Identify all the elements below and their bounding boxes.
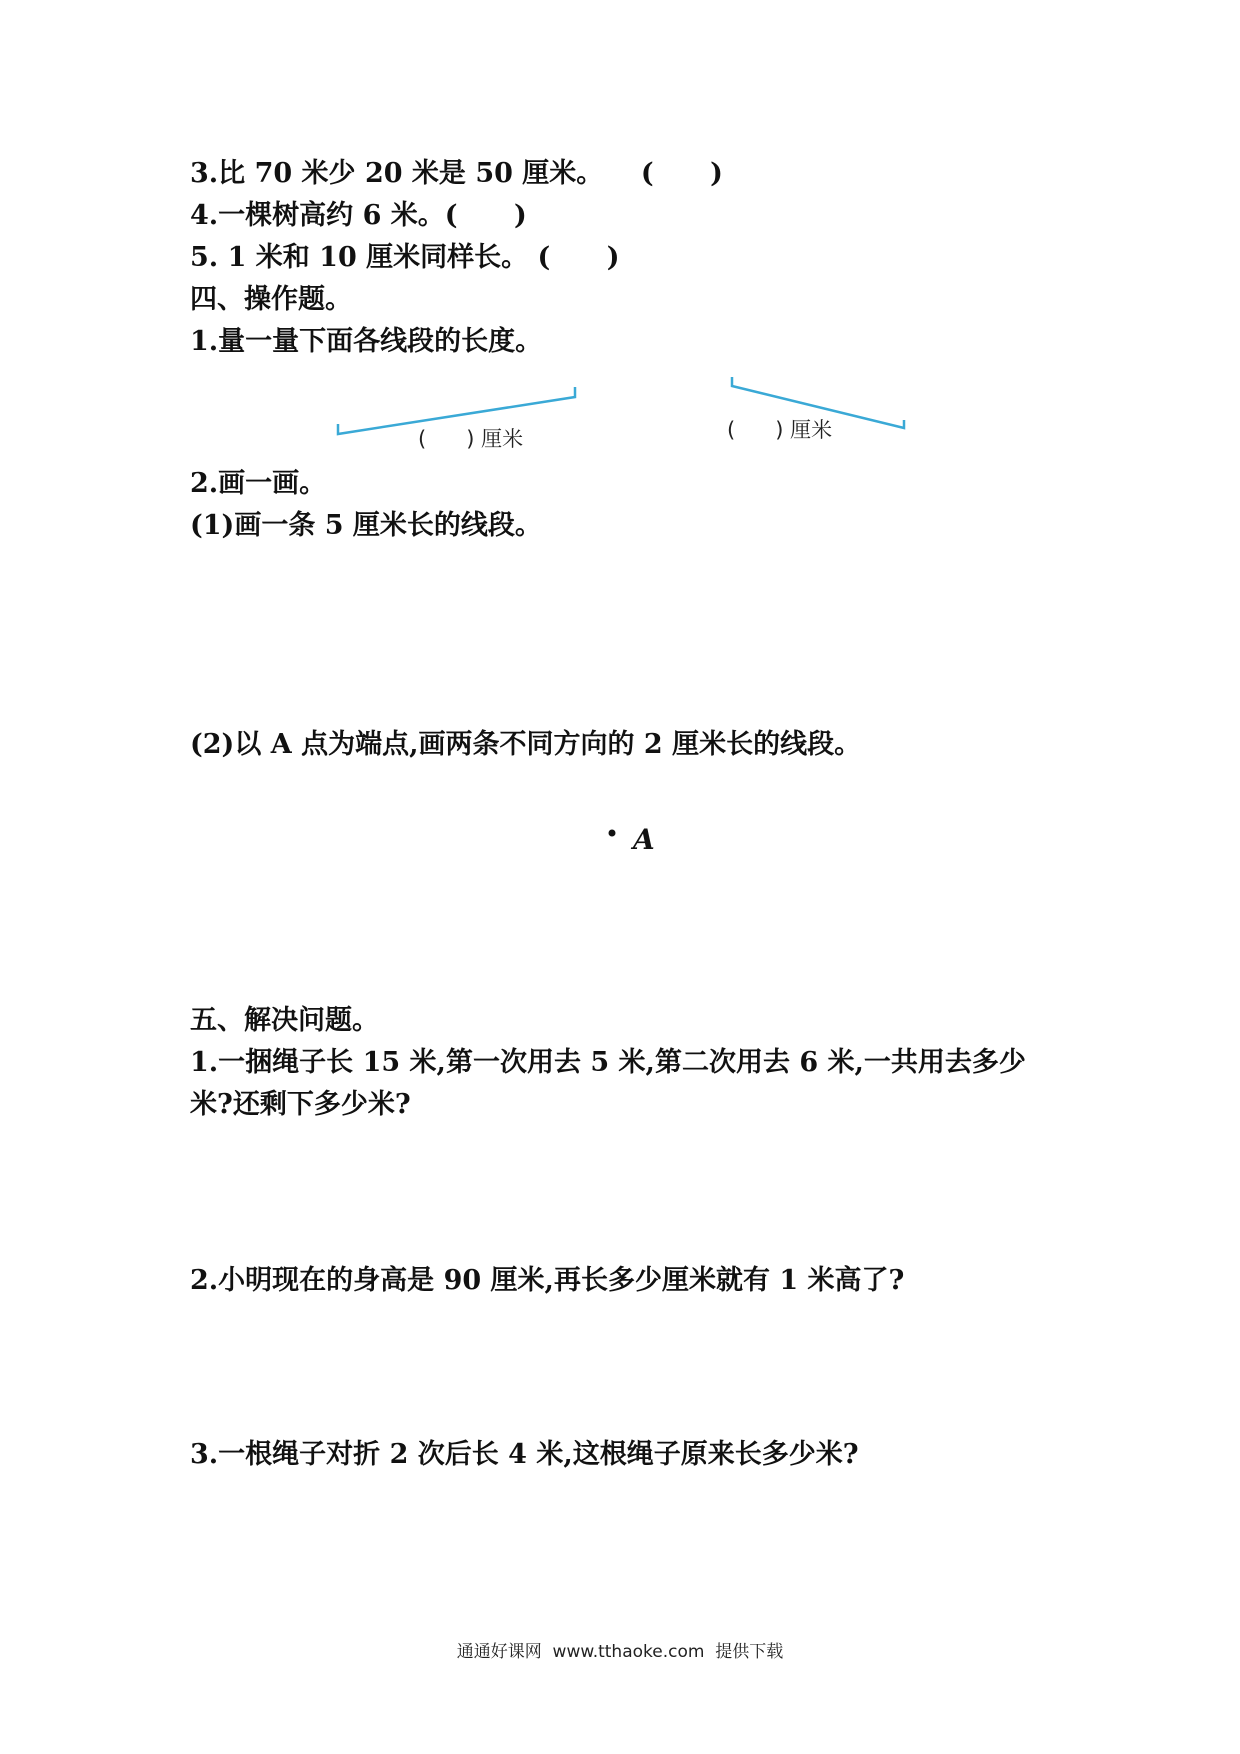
question-5-3: 3.一根绳子对折 2 次后长 4 米,这根绳子原来长多少米? — [190, 1439, 859, 1470]
question-4-2: 2.画一画。 — [190, 468, 327, 499]
section-5-title: 五、解决问题。 — [190, 1005, 379, 1036]
question-4-1: 1.量一量下面各线段的长度。 — [190, 326, 543, 357]
question-3-3: 3.比 70 米少 20 米是 50 厘米。 ( ) — [190, 158, 723, 189]
question-5-1-line-2: 米?还剩下多少米? — [190, 1089, 411, 1120]
segment-right-answer-blank: ( ) 厘米 — [727, 418, 833, 442]
question-3-4: 4.一棵树高约 6 米。( ) — [190, 200, 527, 231]
question-3-5: 5. 1 米和 10 厘米同样长。 ( ) — [190, 242, 620, 273]
question-5-2: 2.小明现在的身高是 90 厘米,再长多少厘米就有 1 米高了? — [190, 1265, 905, 1296]
point-a-label: A — [633, 823, 655, 856]
question-4-2-2: (2)以 A 点为端点,画两条不同方向的 2 厘米长的线段。 — [190, 729, 862, 760]
question-5-1-line-1: 1.一捆绳子长 15 米,第一次用去 5 米,第二次用去 6 米,一共用去多少 — [190, 1047, 1026, 1078]
segment-left-answer-blank: ( ) 厘米 — [418, 427, 524, 451]
footer-source: 通通好课网 www.tthaoke.com 提供下载 — [456, 1642, 784, 1662]
section-4-title: 四、操作题。 — [190, 284, 352, 315]
question-4-2-1: (1)画一条 5 厘米长的线段。 — [190, 510, 542, 541]
point-a-dot — [609, 830, 616, 837]
